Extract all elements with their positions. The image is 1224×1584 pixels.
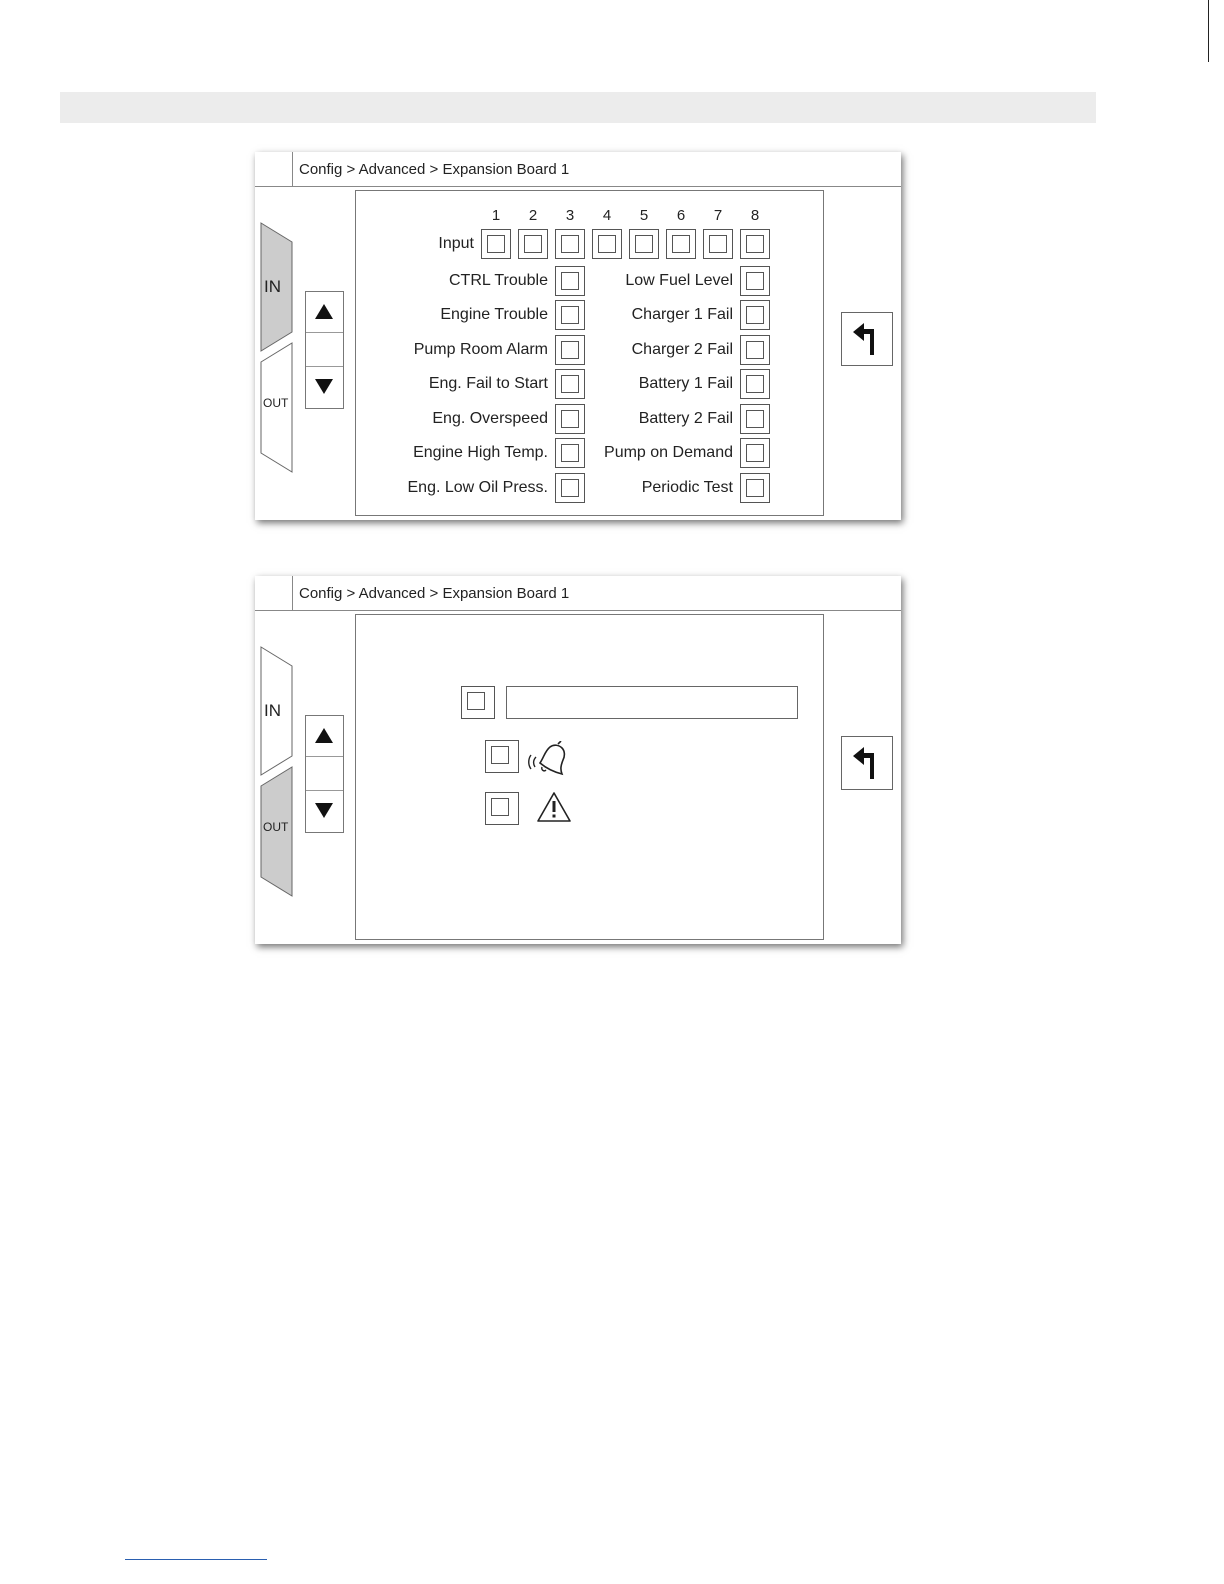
input-number: 1	[491, 207, 501, 224]
breadcrumb: Config > Advanced > Expansion Board 1	[299, 161, 570, 178]
checkbox-engine-high-temp[interactable]	[555, 438, 585, 468]
header-corner	[255, 152, 293, 186]
input-checkbox-8[interactable]	[740, 229, 770, 259]
input-number: 2	[528, 207, 538, 224]
breadcrumb: Config > Advanced > Expansion Board 1	[299, 585, 570, 602]
input-config-panel	[355, 190, 824, 516]
input-number: 8	[750, 207, 760, 224]
input-number: 4	[602, 207, 612, 224]
input-number: 3	[565, 207, 575, 224]
checkbox-charger-2-fail[interactable]	[740, 335, 770, 365]
checkbox-charger-1-fail[interactable]	[740, 300, 770, 330]
input-checkbox-7[interactable]	[703, 229, 733, 259]
label-engine-high-temp: Engine High Temp.	[413, 444, 548, 461]
output-enable-checkbox[interactable]	[461, 686, 495, 719]
input-checkbox-1[interactable]	[481, 229, 511, 259]
scroll-up-button[interactable]	[306, 292, 343, 333]
label-ctrl-trouble: CTRL Trouble	[449, 272, 548, 289]
scroll-up-button[interactable]	[306, 716, 343, 757]
warning-triangle-icon	[536, 791, 572, 823]
arrow-down-icon	[315, 379, 333, 394]
header-corner	[255, 576, 293, 610]
label-low-fuel-level: Low Fuel Level	[625, 272, 733, 289]
label-battery-2-fail: Battery 2 Fail	[638, 410, 733, 427]
checkbox-ctrl-trouble[interactable]	[555, 266, 585, 296]
checkbox-pump-on-demand[interactable]	[740, 438, 770, 468]
checkbox-eng-overspeed[interactable]	[555, 404, 585, 434]
scroll-down-button[interactable]	[306, 790, 343, 831]
tab-in-label: IN	[264, 701, 281, 720]
header-divider	[255, 610, 901, 611]
label-eng-overspeed: Eng. Overspeed	[432, 410, 548, 427]
checkbox-battery-2-fail[interactable]	[740, 404, 770, 434]
section-header-band	[60, 92, 1096, 123]
input-checkbox-4[interactable]	[592, 229, 622, 259]
label-pump-room-alarm: Pump Room Alarm	[413, 341, 548, 358]
arrow-up-icon	[315, 728, 333, 743]
input-number: 7	[713, 207, 723, 224]
scroll-control	[305, 291, 344, 409]
tab-strip	[260, 644, 294, 898]
alarm-checkbox[interactable]	[485, 740, 519, 773]
input-label: Input	[438, 235, 474, 252]
back-arrow-icon	[853, 323, 881, 355]
checkbox-eng-low-oil-press[interactable]	[555, 473, 585, 503]
label-eng-fail-to-start: Eng. Fail to Start	[428, 375, 548, 392]
checkbox-periodic-test[interactable]	[740, 473, 770, 503]
arrow-up-icon	[315, 304, 333, 319]
label-pump-on-demand: Pump on Demand	[604, 444, 733, 461]
tab-strip	[260, 220, 294, 474]
input-checkbox-5[interactable]	[629, 229, 659, 259]
checkbox-low-fuel-level[interactable]	[740, 266, 770, 296]
header-divider	[255, 186, 901, 187]
output-config-panel	[355, 614, 824, 940]
warning-checkbox[interactable]	[485, 792, 519, 825]
input-number: 6	[676, 207, 686, 224]
input-number: 5	[639, 207, 649, 224]
input-checkbox-6[interactable]	[666, 229, 696, 259]
checkbox-eng-fail-to-start[interactable]	[555, 369, 585, 399]
label-charger-2-fail: Charger 2 Fail	[631, 341, 733, 358]
label-periodic-test: Periodic Test	[641, 479, 733, 496]
scroll-down-button[interactable]	[306, 366, 343, 407]
back-button[interactable]	[841, 736, 893, 790]
page-edge-line	[1208, 0, 1209, 62]
tab-out-label: OUT	[263, 396, 289, 410]
output-name-field[interactable]	[506, 686, 798, 719]
input-checkbox-3[interactable]	[555, 229, 585, 259]
bell-silence-icon	[528, 741, 570, 777]
label-engine-trouble: Engine Trouble	[440, 306, 548, 323]
input-checkbox-2[interactable]	[518, 229, 548, 259]
back-button[interactable]	[841, 312, 893, 366]
label-battery-1-fail: Battery 1 Fail	[638, 375, 733, 392]
checkbox-engine-trouble[interactable]	[555, 300, 585, 330]
checkbox-pump-room-alarm[interactable]	[555, 335, 585, 365]
screen-out	[255, 576, 901, 944]
screen-in	[255, 152, 901, 520]
scroll-control	[305, 715, 344, 833]
footer-link-underline	[125, 1559, 267, 1560]
checkbox-battery-1-fail[interactable]	[740, 369, 770, 399]
tab-in-label: IN	[264, 277, 281, 296]
back-arrow-icon	[853, 747, 881, 779]
tab-out-label: OUT	[263, 820, 289, 834]
arrow-down-icon	[315, 803, 333, 818]
label-eng-low-oil-press: Eng. Low Oil Press.	[407, 479, 548, 496]
label-charger-1-fail: Charger 1 Fail	[631, 306, 733, 323]
